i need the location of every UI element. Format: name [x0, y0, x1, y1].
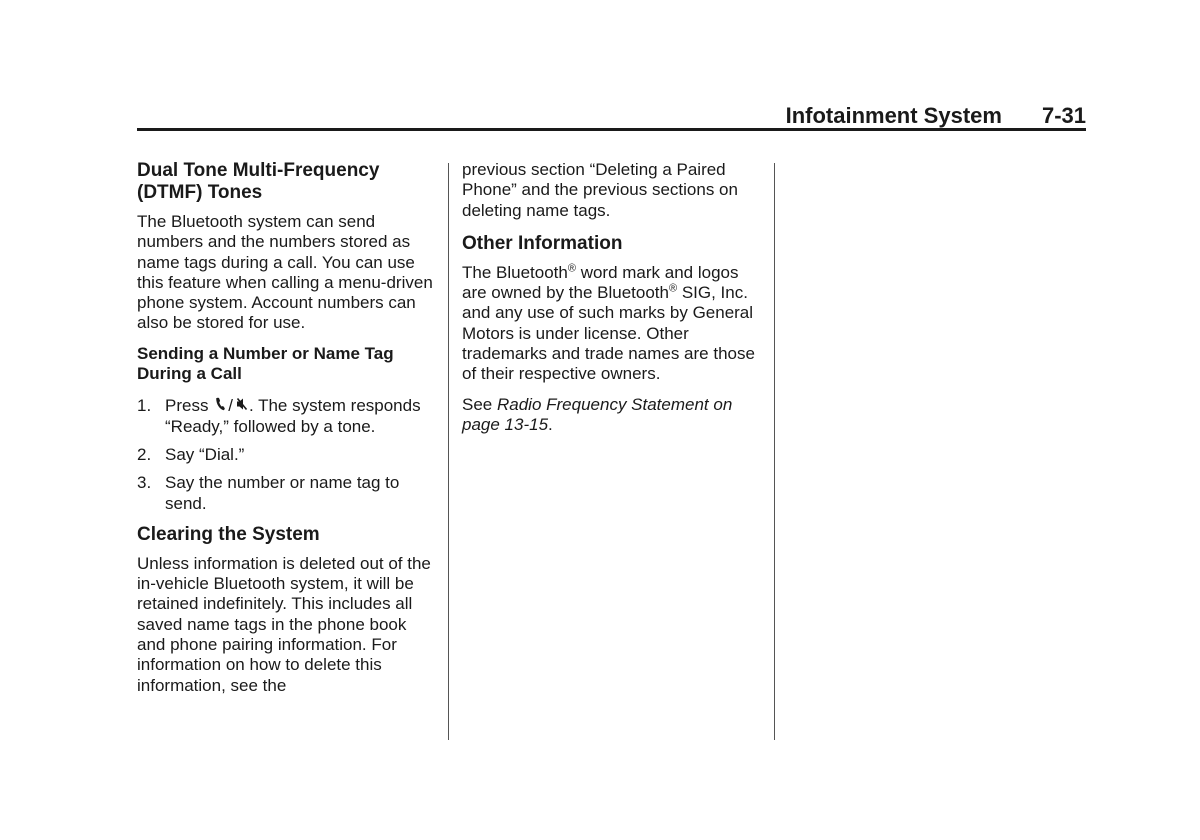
other-info-heading: Other Information [462, 232, 623, 254]
column-divider-1 [448, 163, 449, 740]
step-text-sep: / [228, 396, 233, 416]
dtmf-heading: Dual Tone Multi-Frequency (DTMF) Tones [137, 160, 380, 203]
see-prefix: See [462, 394, 497, 414]
steps-list [137, 396, 437, 513]
page-number: 7-31 [1041, 103, 1086, 128]
see-suffix: . [548, 414, 553, 434]
dtmf-paragraph: The Bluetooth system can send numbers and the numbers stored as name tags during a call. You can use this feature when calling a menu-driven phone system. Account numbers can also be stored for use. [137, 212, 433, 333]
see-reference [462, 395, 762, 436]
column-divider-2 [774, 163, 775, 740]
clearing-paragraph: Unless information is deleted out of the in-vehicle Bluetooth system, it will be retained indefinitely. This includes all saved name tags in the phone book and phone pairing information. For information on how to delete this information, see the [137, 553, 431, 695]
section-title: Infotainment System [785, 103, 1002, 128]
step-number: 2. [137, 444, 152, 464]
header-rule [137, 128, 1086, 131]
other-text-1: The Bluetooth [462, 262, 568, 282]
step-number: 3. [137, 473, 152, 493]
step-text-post: . The system responds “Ready,” followed by a tone. [165, 396, 421, 436]
step-text: Say the number or name tag to send. [165, 473, 400, 513]
other-text-3: SIG, Inc. and any use of such marks by General Motors is under license. Other trademarks and trade names are those of their respective owners. [462, 283, 755, 384]
step-text-pre: Press [165, 396, 209, 416]
list-item [137, 473, 437, 514]
page-header [137, 100, 1086, 129]
sending-heading: Sending a Number or Name Tag During a Call [137, 343, 394, 384]
other-text-2: word mark and logos are owned by the Bluetooth [462, 262, 739, 303]
other-info-paragraph [462, 263, 762, 385]
phone-icon [215, 396, 225, 416]
continued-paragraph: previous section “Deleting a Paired Phone” and the previous sections on deleting name tags. [462, 160, 738, 220]
cross-reference-link[interactable]: Radio Frequency Statement on page 13-15 [462, 394, 733, 434]
step-text [165, 396, 437, 437]
column-1 [137, 160, 437, 706]
mute-icon [236, 396, 248, 416]
step-text: Say “Dial.” [165, 444, 245, 464]
column-2 [462, 160, 762, 445]
clearing-heading: Clearing the System [137, 523, 320, 545]
step-number: 1. [137, 396, 152, 416]
list-item [137, 396, 437, 437]
list-item [137, 445, 437, 465]
registered-mark: ® [668, 282, 678, 295]
registered-mark: ® [567, 262, 576, 275]
